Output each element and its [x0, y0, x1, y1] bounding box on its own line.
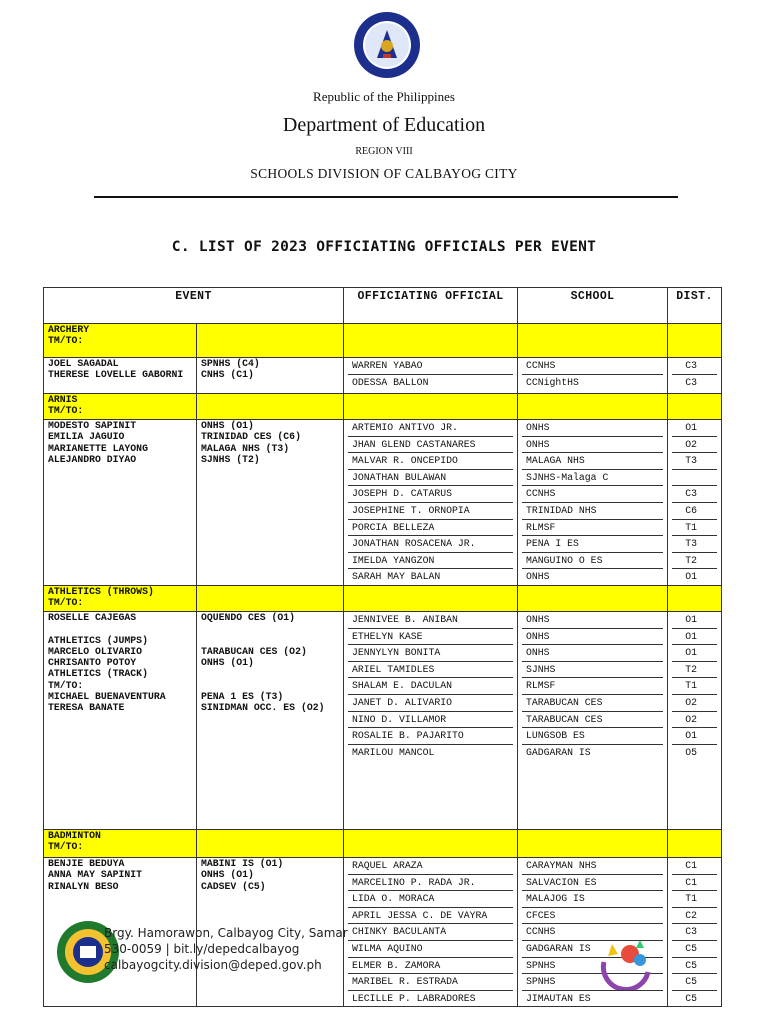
official-school: ONHS	[522, 645, 663, 662]
page-footer	[0, 910, 768, 1010]
footer-phone: 530-0059 | bit.ly/depedcalbayog	[104, 942, 300, 956]
official-name: JANET D. ALIVARIO	[348, 695, 513, 712]
empty-cell	[197, 585, 344, 611]
official-name: ARIEL TAMIDLES	[348, 662, 513, 679]
official-school: TRINIDAD NHS	[522, 503, 663, 520]
official-school: ONHS	[522, 437, 663, 454]
empty-cell	[197, 324, 344, 358]
official-name: IMELDA YANGZON	[348, 553, 513, 570]
official-name: JENNYLYN BONITA	[348, 645, 513, 662]
republic-line: Republic of the Philippines	[313, 89, 455, 104]
official-school: GADGARAN IS	[526, 746, 591, 758]
official-school: CCNightHS	[526, 376, 579, 388]
empty-cell	[668, 324, 722, 358]
event-assignment-row	[44, 420, 722, 586]
tournament-managers: JOEL SAGADAL THERESE LOVELLE GABORNI	[44, 358, 197, 394]
official-name: LECILLE P. LABRADORES	[352, 992, 476, 1004]
official-district: C5	[672, 958, 717, 975]
footer-contact-block	[104, 925, 348, 973]
official-name: NINO D. VILLAMOR	[348, 712, 513, 729]
official-district: T1	[672, 520, 717, 537]
official-name: MARIBEL R. ESTRADA	[348, 974, 513, 991]
manager-assignments: ONHS (O1) TRINIDAD CES (C6) MALAGA NHS (T3) SJNHS (T2)	[197, 420, 344, 586]
official-school: ONHS	[526, 571, 550, 583]
footer-email: calbayogcity.division@deped.gov.ph	[104, 958, 322, 972]
official-school: ONHS	[522, 612, 663, 629]
official-name: MARCELINO P. RADA JR.	[348, 875, 513, 892]
empty-cell	[518, 585, 668, 611]
official-school: SPNHS	[522, 958, 663, 975]
official-name: CHINKY BACULANTA	[348, 924, 513, 941]
official-school: TARABUCAN CES	[522, 712, 663, 729]
official-district: O2	[672, 437, 717, 454]
empty-cell	[518, 829, 668, 857]
event-category-row	[44, 585, 722, 611]
official-district: T3	[672, 453, 717, 470]
official-name: JOSEPHINE T. ORNOPIA	[348, 503, 513, 520]
official-district: T1	[672, 678, 717, 695]
official-name: WARREN YABAO	[348, 358, 513, 375]
region-line: REGION VIII	[355, 146, 413, 157]
official-school: PENA I ES	[522, 536, 663, 553]
official-district: O1	[672, 629, 717, 646]
event-assignment-row	[44, 358, 722, 394]
schools-list	[518, 420, 668, 586]
official-name: MALVAR R. ONCEPIDO	[348, 453, 513, 470]
officials-list	[344, 420, 518, 586]
header-event: EVENT	[44, 288, 344, 324]
official-district: C5	[672, 941, 717, 958]
official-district: C3	[672, 924, 717, 941]
official-district: O1	[672, 645, 717, 662]
empty-cell	[344, 324, 518, 358]
official-district: O1	[672, 612, 717, 629]
official-name: JONATHAN BULAWAN	[348, 470, 513, 487]
official-name: JOSEPH D. CATARUS	[348, 486, 513, 503]
empty-cell	[668, 829, 722, 857]
official-district: C2	[672, 908, 717, 925]
official-name: RAQUEL ARAZA	[348, 858, 513, 875]
official-name: SARAH MAY BALAN	[352, 571, 441, 583]
official-school: SALVACION ES	[522, 875, 663, 892]
empty-cell	[344, 829, 518, 857]
official-district: C5	[672, 974, 717, 991]
official-name: APRIL JESSA C. DE VAYRA	[348, 908, 513, 925]
footer-address: Brgy. Hamorawon, Calbayog City, Samar	[104, 926, 348, 940]
official-name: ETHELYN KASE	[348, 629, 513, 646]
official-district: C1	[672, 858, 717, 875]
official-district: O5	[685, 746, 698, 758]
table-body	[44, 324, 722, 1007]
deped-seal-logo	[352, 10, 422, 80]
official-school: RLMSF	[522, 678, 663, 695]
official-district: T3	[672, 536, 717, 553]
official-school: MANGUINO O ES	[522, 553, 663, 570]
dists-list	[668, 358, 722, 394]
event-category-name: BADMINTON TM/TO:	[44, 829, 197, 857]
official-school: CCNHS	[522, 358, 663, 375]
header-dist: DIST.	[668, 288, 722, 324]
official-name: WILMA AQUINO	[348, 941, 513, 958]
official-district: C3	[672, 358, 717, 375]
official-district: C1	[672, 875, 717, 892]
official-name: ELMER B. ZAMORA	[348, 958, 513, 975]
official-district: O2	[672, 712, 717, 729]
official-name: ARTEMIO ANTIVO JR.	[348, 420, 513, 437]
official-name: ODESSA BALLON	[352, 376, 429, 388]
empty-cell	[197, 394, 344, 420]
official-school: CFCES	[522, 908, 663, 925]
official-school: ONHS	[522, 629, 663, 646]
tournament-managers: ROSELLE CAJEGAS ATHLETICS (JUMPS) MARCELO OLIVARIO CHRISANTO POTOY ATHLETICS (TRACK) TM/TO: MICHAEL BUENAVENTURA TERESA BANATE	[44, 611, 197, 829]
manager-assignments: MABINI IS (O1) ONHS (O1) CADSEV (C5)	[197, 857, 344, 1006]
official-name: PORCIA BELLEZA	[348, 520, 513, 537]
official-district: C3	[685, 376, 698, 388]
official-school: ONHS	[522, 420, 663, 437]
event-assignment-row	[44, 611, 722, 829]
official-district: T1	[672, 891, 717, 908]
official-name: LIDA O. MORACA	[348, 891, 513, 908]
official-district: T2	[672, 553, 717, 570]
official-name: JONATHAN ROSACENA JR.	[348, 536, 513, 553]
event-logo	[592, 932, 662, 990]
official-district: O1	[672, 420, 717, 437]
header-rule	[94, 196, 678, 198]
official-school: CCNHS	[522, 486, 663, 503]
official-district: C3	[672, 486, 717, 503]
official-school: GADGARAN IS	[522, 941, 663, 958]
officials-list	[344, 358, 518, 394]
division-name: SCHOOLS DIVISION OF CALBAYOG CITY	[250, 166, 518, 181]
dists-list	[668, 611, 722, 829]
tournament-managers: BENJIE BEDUYA ANNA MAY SAPINIT RINALYN BESO	[44, 857, 197, 1006]
official-school: MALAGA NHS	[522, 453, 663, 470]
official-name: ROSALIE B. PAJARITO	[348, 728, 513, 745]
official-name: MARILOU MANCOL	[352, 746, 435, 758]
dists-list	[668, 420, 722, 586]
officials-table	[43, 287, 722, 1007]
official-district: O1	[672, 728, 717, 745]
empty-cell	[518, 324, 668, 358]
official-district	[672, 470, 717, 487]
official-school: SPNHS	[522, 974, 663, 991]
official-name: JENNIVEE B. ANIBAN	[348, 612, 513, 629]
schools-list	[518, 358, 668, 394]
official-school: CCNHS	[522, 924, 663, 941]
event-category-row	[44, 829, 722, 857]
event-category-name: ATHLETICS (THROWS) TM/TO:	[44, 585, 197, 611]
official-school: LUNGSOB ES	[522, 728, 663, 745]
event-category-name: ARCHERY TM/TO:	[44, 324, 197, 358]
header-official: OFFICIATING OFFICIAL	[344, 288, 518, 324]
official-district: C6	[672, 503, 717, 520]
officials-list	[344, 611, 518, 829]
official-school: TARABUCAN CES	[522, 695, 663, 712]
document-title: C. LIST OF 2023 OFFICIATING OFFICIALS PER EVENT	[171, 239, 597, 255]
empty-cell	[668, 394, 722, 420]
tournament-managers: MODESTO SAPINIT EMILIA JAGUIO MARIANETTE LAYONG ALEJANDRO DIYAO	[44, 420, 197, 586]
empty-cell	[197, 829, 344, 857]
header-school: SCHOOL	[518, 288, 668, 324]
official-school: SJNHS-Malaga C	[522, 470, 663, 487]
official-school: SJNHS	[522, 662, 663, 679]
event-category-row	[44, 394, 722, 420]
official-name: JHAN GLEND CASTANARES	[348, 437, 513, 454]
official-school: RLMSF	[522, 520, 663, 537]
empty-cell	[344, 585, 518, 611]
official-school: JIMAUTAN ES	[526, 992, 591, 1004]
official-district: C5	[685, 992, 698, 1004]
empty-cell	[518, 394, 668, 420]
manager-assignments: SPNHS (C4) CNHS (C1)	[197, 358, 344, 394]
manager-assignments: OQUENDO CES (O1) TARABUCAN CES (O2) ONHS (O1) PENA 1 ES (T3) SINIDMAN OCC. ES (O2)	[197, 611, 344, 829]
official-district: O1	[685, 571, 698, 583]
department-name: Department of Education	[282, 114, 486, 136]
empty-cell	[668, 585, 722, 611]
schools-list	[518, 611, 668, 829]
event-category-name: ARNIS TM/TO:	[44, 394, 197, 420]
official-district: O2	[672, 695, 717, 712]
official-school: CARAYMAN NHS	[522, 858, 663, 875]
official-name: SHALAM E. DACULAN	[348, 678, 513, 695]
event-category-row	[44, 324, 722, 358]
empty-cell	[344, 394, 518, 420]
official-district: T2	[672, 662, 717, 679]
official-school: MALAJOG IS	[522, 891, 663, 908]
